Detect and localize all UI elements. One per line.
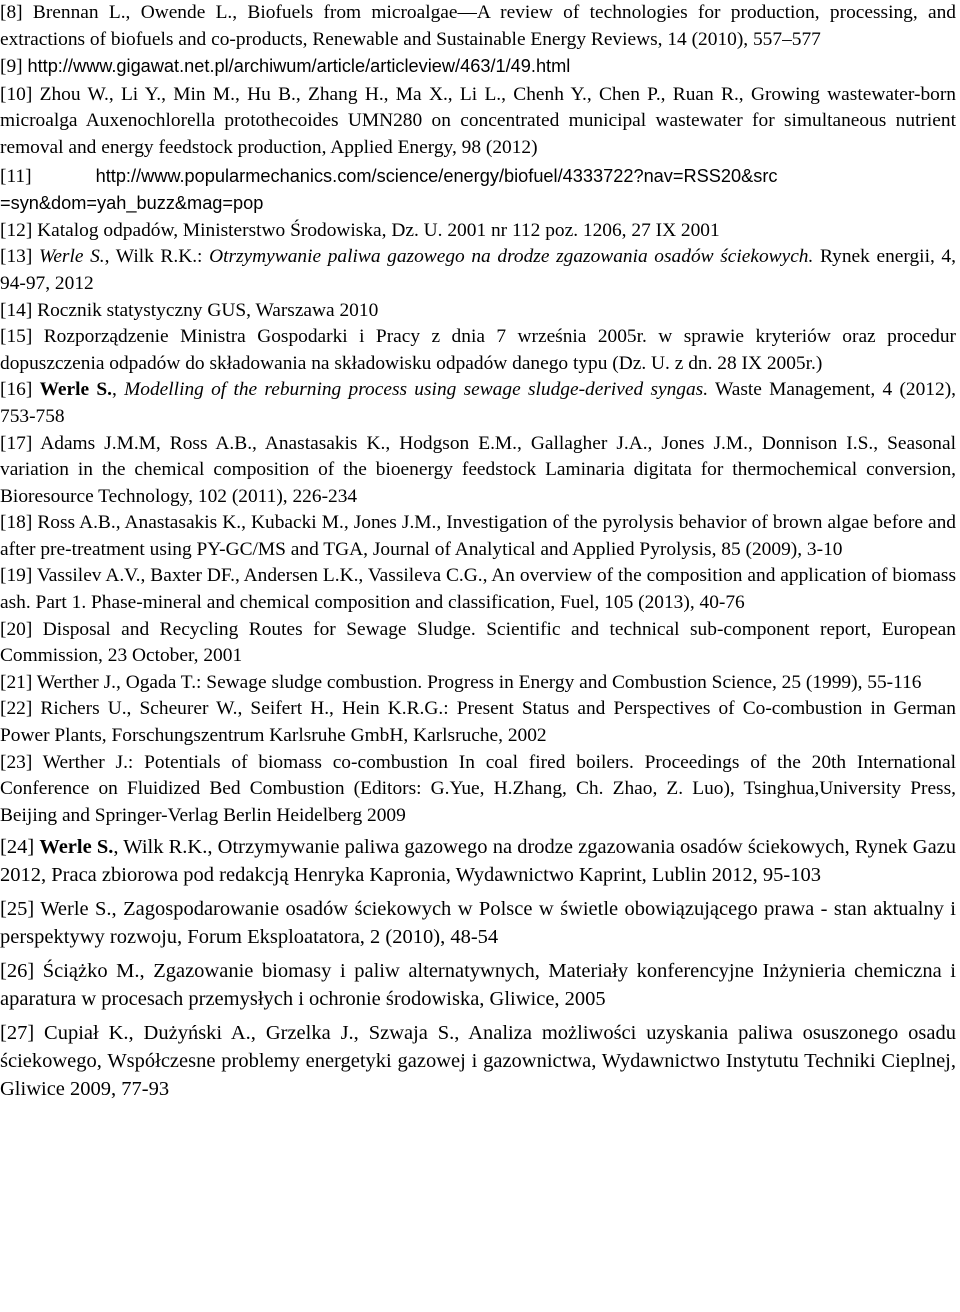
reference-text: [12] Katalog odpadów, Ministerstwo Środowiska, Dz. U. 2001 nr 112 poz. 1206, 27 IX 2001 bbox=[0, 219, 720, 241]
reference-text: , Wilk R.K.: bbox=[104, 246, 210, 268]
reference-text: [15] Rozporządzenie Ministra Gospodarki i Pracy z dnia 7 września 2005r. w sprawie kryteriów oraz procedur dopuszczenia odpadów do składowania na składowisku odpadów danego typu (Dz. U. z dn. 28 IX 2005r.) bbox=[0, 326, 956, 374]
reference-text: [17] Adams J.M.M, Ross A.B., Anastasakis K., Hodgson E.M., Gallagher J.A., Jones J.M., Donnison I.S., Seasonal variation in the chemical composition of the bioenergy feedstock Laminaria digitata for thermochemical conversion, Bioresource Technology, 102 (2011), 226-234 bbox=[0, 432, 956, 507]
reference-text: Werle S. bbox=[38, 246, 105, 268]
reference-url[interactable]: http://www.popularmechanics.com/science/energy/biofuel/4333722?nav=RSS20&src =syn&dom=yah_buzz&mag=pop bbox=[0, 165, 778, 214]
reference-24 bbox=[0, 833, 956, 889]
reference-text: [25] Werle S., Zagospodarowanie osadów ściekowych w Polsce w świetle obowiązującego prawa - stan aktualny i perspektywy rozwoju, Forum Eksploatatora, 2 (2010), 48-54 bbox=[0, 898, 956, 949]
reference-22 bbox=[0, 696, 956, 749]
reference-20 bbox=[0, 617, 956, 670]
reference-text: [9] bbox=[0, 56, 28, 78]
reference-text: [21] Werther J., Ogada T.: Sewage sludge combustion. Progress in Energy and Combustion Science, 25 (1999), 55-116 bbox=[0, 671, 922, 693]
reference-text: [10] Zhou W., Li Y., Min M., Hu B., Zhang H., Ma X., Li L., Chenh Y., Chen P., Ruan R., Growing wastewater-born microalga Auxenochlorella protothecoides UMN280 on concentrated municipal wastewater for simultaneous nutrient removal and energy feedstock production, Applied Energy, 98 (2012) bbox=[0, 83, 956, 158]
reference-19 bbox=[0, 563, 956, 616]
reference-18 bbox=[0, 510, 956, 563]
reference-text: [16] bbox=[0, 379, 40, 401]
reference-13 bbox=[0, 244, 956, 297]
reference-text: [26] Ściążko M., Zgazowanie biomasy i paliw alternatywnych, Materiały konferencyjne Inżynieria chemiczna i aparatura w procesach przemysłych i ochronie środowiska, Gliwice, 2005 bbox=[0, 960, 956, 1011]
reference-16 bbox=[0, 377, 956, 430]
reference-17 bbox=[0, 431, 956, 511]
reference-text: [20] Disposal and Recycling Routes for Sewage Sludge. Scientific and technical sub-component report, European Commission, 23 October, 2001 bbox=[0, 618, 956, 667]
reference-text: , bbox=[112, 379, 125, 401]
reference-12 bbox=[0, 218, 956, 245]
reference-26 bbox=[0, 957, 956, 1013]
reference-text: Werle S. bbox=[39, 836, 114, 859]
reference-11 bbox=[0, 163, 956, 218]
reference-25 bbox=[0, 895, 956, 951]
reference-text: Modelling of the reburning process using sewage sludge-derived syngas. bbox=[124, 379, 709, 401]
reference-text: [22] Richers U., Scheurer W., Seifert H., Hein K.R.G.: Present Status and Perspectives of Co-combustion in German Power Plants, Forschungszentrum Karlsruhe GmbH, Karlsruche, 2002 bbox=[0, 698, 956, 747]
reference-text: [14] Rocznik statystyczny GUS, Warszawa 2010 bbox=[0, 299, 379, 321]
reference-text: [19] Vassilev A.V., Baxter DF., Andersen L.K., Vassileva C.G., An overview of the composition and application of biomass ash. Part 1. Phase-mineral and chemical composition and classification, Fuel, 105 (2013), 40-76 bbox=[0, 565, 956, 614]
reference-text: [18] Ross A.B., Anastasakis K., Kubacki M., Jones J.M., Investigation of the pyrolysis behavior of brown algae before and after pre-treatment using PY-GC/MS and TGA, Journal of Analytical and Applied Pyrolysis, 85 (2009), 3-10 bbox=[0, 512, 956, 560]
reference-text: [23] Werther J.: Potentials of biomass co-combustion In coal fired boilers. Proceedings of the 20th International Conference on Fluidized Bed Combustion (Editors: G.Yue, H.Zhang, Ch. Zhao, Z. Luo), Tsinghua,University Press, Beijing and Springer-Verlag Berlin Heidelberg 2009 bbox=[0, 751, 956, 826]
reference-text: [11] bbox=[0, 165, 32, 187]
reference-text: Waste Management, 4 (2012), 753-758 bbox=[0, 379, 956, 427]
reference-text: [27] Cupiał K., Dużyński A., Grzelka J., Szwaja S., Analiza możliwości uzyskania paliwa osuszonego osadu ściekowego, Współczesne problemy energetyki gazowej i gazownictwa, Wydawnictwo Instytutu Techniki Cieplnej, Gliwice 2009, 77-93 bbox=[0, 1022, 956, 1101]
reference-10 bbox=[0, 82, 956, 162]
reference-15 bbox=[0, 324, 956, 377]
reference-text: [24] bbox=[0, 836, 40, 859]
reference-27 bbox=[0, 1019, 956, 1103]
reference-23 bbox=[0, 750, 956, 830]
reference-url[interactable]: http://www.gigawat.net.pl/archiwum/article/articleview/463/1/49.html bbox=[27, 56, 571, 77]
reference-9 bbox=[0, 53, 956, 81]
reference-text: Rynek energii, 4, 94-97, 2012 bbox=[0, 246, 956, 294]
reference-text: [8] Brennan L., Owende L., Biofuels from microalgae—A review of technologies for production, processing, and extractions of biofuels and co-products, Renewable and Sustainable Energy Reviews, 14 (2010), 557–577 bbox=[0, 2, 956, 50]
reference-8 bbox=[0, 0, 956, 53]
reference-text: [13] bbox=[0, 246, 39, 268]
reference-21 bbox=[0, 670, 956, 697]
reference-text: Werle S. bbox=[39, 379, 113, 401]
reference-text: , Wilk R.K., Otrzymywanie paliwa gazowego na drodze zgazowania osadów ściekowych, Rynek Gazu 2012, Praca zbiorowa pod redakcją Henryka Kapronia, Wydawnictwo Kaprint, Lublin 2012, 95-103 bbox=[0, 836, 957, 887]
reference-14 bbox=[0, 298, 956, 325]
reference-text: Otrzymywanie paliwa gazowego na drodze zgazowania osadów ściekowych. bbox=[209, 246, 814, 268]
